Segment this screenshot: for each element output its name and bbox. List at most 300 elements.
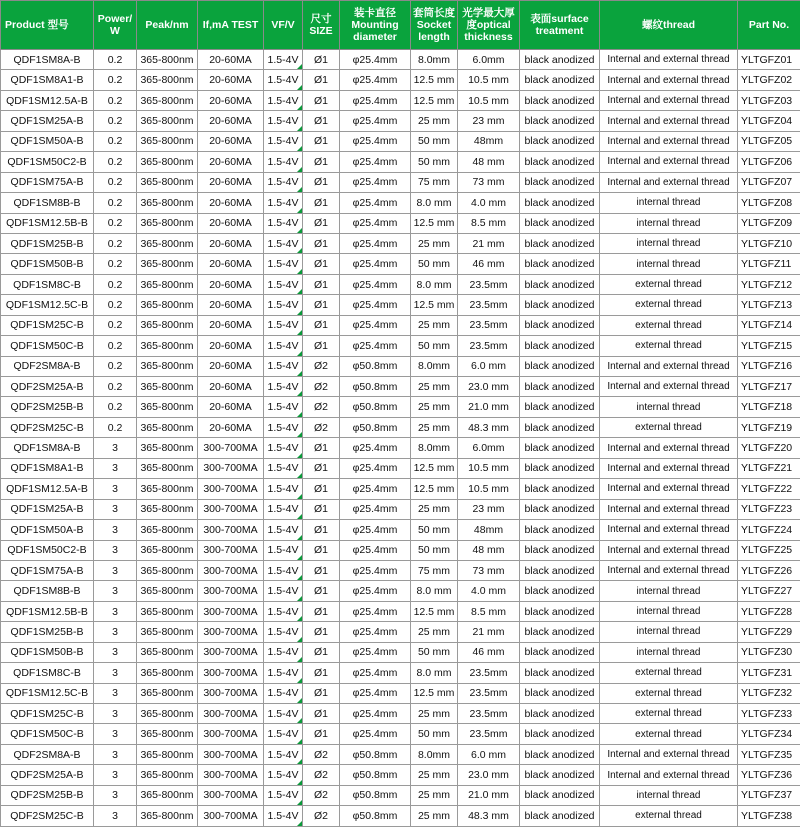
cell-if-test: 20-60MA (198, 90, 264, 110)
cell-part-no: YLTGFZ16 (738, 356, 800, 376)
cell-vf: 1.5-4V (264, 806, 303, 826)
cell-part-no: YLTGFZ26 (738, 560, 800, 580)
cell-part-no: YLTGFZ06 (738, 152, 800, 172)
cell-power: 0.2 (94, 336, 137, 356)
cell-if-test: 20-60MA (198, 131, 264, 151)
cell-surface-treatment: black anodized (520, 438, 600, 458)
cell-size: Ø1 (303, 111, 340, 131)
cell-thread: external thread (600, 295, 738, 315)
cell-peak: 365-800nm (137, 233, 198, 253)
cell-if-test: 20-60MA (198, 213, 264, 233)
cell-size: Ø1 (303, 683, 340, 703)
cell-socket-length: 12.5 mm (411, 70, 458, 90)
cell-optical-thickness: 10.5 mm (458, 70, 520, 90)
cell-if-test: 300-700MA (198, 458, 264, 478)
table-row (1, 274, 800, 294)
cell-thread: Internal and external thread (600, 70, 738, 90)
cell-power: 0.2 (94, 50, 137, 70)
cell-product: QDF1SM12.5A-B (1, 479, 94, 499)
cell-socket-length: 12.5 mm (411, 479, 458, 499)
cell-peak: 365-800nm (137, 397, 198, 417)
cell-size: Ø1 (303, 704, 340, 724)
cell-surface-treatment: black anodized (520, 233, 600, 253)
cell-part-no: YLTGFZ27 (738, 581, 800, 601)
cell-optical-thickness: 23.0 mm (458, 377, 520, 397)
cell-size: Ø2 (303, 765, 340, 785)
cell-if-test: 20-60MA (198, 152, 264, 172)
cell-mounting-diameter: φ25.4mm (340, 315, 411, 335)
cell-power: 0.2 (94, 111, 137, 131)
cell-vf: 1.5-4V (264, 254, 303, 274)
table-row (1, 458, 800, 478)
table-row (1, 683, 800, 703)
cell-part-no: YLTGFZ32 (738, 683, 800, 703)
cell-if-test: 20-60MA (198, 295, 264, 315)
table-row (1, 254, 800, 274)
cell-socket-length: 8.0 mm (411, 581, 458, 601)
cell-vf: 1.5-4V (264, 622, 303, 642)
cell-if-test: 300-700MA (198, 560, 264, 580)
cell-surface-treatment: black anodized (520, 254, 600, 274)
cell-optical-thickness: 23.5mm (458, 295, 520, 315)
cell-mounting-diameter: φ25.4mm (340, 438, 411, 458)
cell-surface-treatment: black anodized (520, 663, 600, 683)
cell-power: 3 (94, 438, 137, 458)
cell-if-test: 300-700MA (198, 499, 264, 519)
cell-size: Ø1 (303, 724, 340, 744)
cell-power: 0.2 (94, 90, 137, 110)
cell-surface-treatment: black anodized (520, 458, 600, 478)
cell-thread: internal thread (600, 581, 738, 601)
cell-optical-thickness: 10.5 mm (458, 90, 520, 110)
cell-vf: 1.5-4V (264, 663, 303, 683)
cell-size: Ø1 (303, 274, 340, 294)
cell-surface-treatment: black anodized (520, 806, 600, 826)
cell-product: QDF1SM12.5A-B (1, 90, 94, 110)
cell-surface-treatment: black anodized (520, 560, 600, 580)
cell-power: 3 (94, 765, 137, 785)
cell-part-no: YLTGFZ20 (738, 438, 800, 458)
cell-part-no: YLTGFZ10 (738, 233, 800, 253)
cell-thread: internal thread (600, 622, 738, 642)
cell-peak: 365-800nm (137, 356, 198, 376)
cell-part-no: YLTGFZ24 (738, 520, 800, 540)
table-row (1, 724, 800, 744)
cell-socket-length: 50 mm (411, 724, 458, 744)
cell-optical-thickness: 48mm (458, 131, 520, 151)
header-if-test: If,mA TEST (198, 1, 264, 50)
cell-mounting-diameter: φ25.4mm (340, 213, 411, 233)
cell-product: QDF1SM8C-B (1, 663, 94, 683)
header-product: Product 型号 (1, 1, 94, 50)
table-row (1, 622, 800, 642)
cell-surface-treatment: black anodized (520, 683, 600, 703)
cell-thread: external thread (600, 336, 738, 356)
cell-surface-treatment: black anodized (520, 642, 600, 662)
cell-power: 0.2 (94, 70, 137, 90)
cell-socket-length: 25 mm (411, 765, 458, 785)
cell-size: Ø1 (303, 438, 340, 458)
cell-product: QDF1SM8A1-B (1, 70, 94, 90)
cell-size: Ø1 (303, 152, 340, 172)
cell-mounting-diameter: φ50.8mm (340, 377, 411, 397)
cell-optical-thickness: 73 mm (458, 172, 520, 192)
cell-part-no: YLTGFZ13 (738, 295, 800, 315)
cell-surface-treatment: black anodized (520, 213, 600, 233)
cell-thread: external thread (600, 663, 738, 683)
cell-if-test: 20-60MA (198, 274, 264, 294)
cell-power: 0.2 (94, 152, 137, 172)
cell-surface-treatment: black anodized (520, 295, 600, 315)
cell-peak: 365-800nm (137, 274, 198, 294)
cell-vf: 1.5-4V (264, 642, 303, 662)
cell-socket-length: 50 mm (411, 520, 458, 540)
cell-peak: 365-800nm (137, 499, 198, 519)
cell-socket-length: 8.0 mm (411, 663, 458, 683)
cell-socket-length: 50 mm (411, 540, 458, 560)
cell-peak: 365-800nm (137, 601, 198, 621)
cell-vf: 1.5-4V (264, 499, 303, 519)
table-row (1, 744, 800, 764)
cell-vf: 1.5-4V (264, 479, 303, 499)
cell-power: 3 (94, 622, 137, 642)
cell-vf: 1.5-4V (264, 274, 303, 294)
cell-thread: Internal and external thread (600, 458, 738, 478)
cell-power: 3 (94, 499, 137, 519)
cell-optical-thickness: 73 mm (458, 560, 520, 580)
cell-product: QDF1SM25B-B (1, 233, 94, 253)
cell-peak: 365-800nm (137, 254, 198, 274)
cell-mounting-diameter: φ50.8mm (340, 806, 411, 826)
cell-socket-length: 25 mm (411, 704, 458, 724)
cell-peak: 365-800nm (137, 724, 198, 744)
cell-mounting-diameter: φ25.4mm (340, 172, 411, 192)
cell-peak: 365-800nm (137, 377, 198, 397)
cell-size: Ø2 (303, 785, 340, 805)
cell-if-test: 20-60MA (198, 172, 264, 192)
cell-peak: 365-800nm (137, 438, 198, 458)
cell-power: 3 (94, 785, 137, 805)
cell-vf: 1.5-4V (264, 50, 303, 70)
cell-power: 0.2 (94, 356, 137, 376)
cell-power: 3 (94, 581, 137, 601)
cell-size: Ø1 (303, 315, 340, 335)
cell-socket-length: 25 mm (411, 315, 458, 335)
cell-size: Ø2 (303, 377, 340, 397)
cell-if-test: 20-60MA (198, 233, 264, 253)
cell-product: QDF2SM25C-B (1, 806, 94, 826)
header-mounting-diameter: 装卡直径 Mounting diameter (340, 1, 411, 50)
cell-surface-treatment: black anodized (520, 172, 600, 192)
cell-thread: Internal and external thread (600, 50, 738, 70)
cell-product: QDF1SM75A-B (1, 172, 94, 192)
cell-mounting-diameter: φ25.4mm (340, 336, 411, 356)
cell-socket-length: 8.0mm (411, 438, 458, 458)
cell-part-no: YLTGFZ19 (738, 417, 800, 437)
cell-size: Ø1 (303, 131, 340, 151)
cell-power: 3 (94, 806, 137, 826)
cell-size: Ø2 (303, 397, 340, 417)
cell-product: QDF1SM8A-B (1, 50, 94, 70)
cell-mounting-diameter: φ50.8mm (340, 785, 411, 805)
cell-surface-treatment: black anodized (520, 622, 600, 642)
cell-size: Ø2 (303, 356, 340, 376)
cell-product: QDF2SM8A-B (1, 356, 94, 376)
cell-vf: 1.5-4V (264, 336, 303, 356)
cell-power: 0.2 (94, 397, 137, 417)
cell-vf: 1.5-4V (264, 295, 303, 315)
table-row (1, 520, 800, 540)
cell-peak: 365-800nm (137, 642, 198, 662)
cell-peak: 365-800nm (137, 152, 198, 172)
cell-vf: 1.5-4V (264, 356, 303, 376)
cell-power: 3 (94, 642, 137, 662)
cell-vf: 1.5-4V (264, 213, 303, 233)
cell-product: QDF2SM25A-B (1, 377, 94, 397)
table-row (1, 336, 800, 356)
cell-peak: 365-800nm (137, 663, 198, 683)
cell-optical-thickness: 21.0 mm (458, 785, 520, 805)
cell-socket-length: 12.5 mm (411, 90, 458, 110)
cell-size: Ø1 (303, 193, 340, 213)
cell-product: QDF1SM12.5B-B (1, 213, 94, 233)
table-row (1, 295, 800, 315)
cell-mounting-diameter: φ25.4mm (340, 704, 411, 724)
cell-power: 3 (94, 479, 137, 499)
cell-part-no: YLTGFZ30 (738, 642, 800, 662)
cell-if-test: 20-60MA (198, 50, 264, 70)
cell-vf: 1.5-4V (264, 172, 303, 192)
cell-mounting-diameter: φ25.4mm (340, 458, 411, 478)
cell-thread: Internal and external thread (600, 438, 738, 458)
cell-socket-length: 25 mm (411, 785, 458, 805)
cell-optical-thickness: 23.5mm (458, 683, 520, 703)
cell-product: QDF2SM25C-B (1, 417, 94, 437)
cell-socket-length: 50 mm (411, 152, 458, 172)
cell-thread: Internal and external thread (600, 111, 738, 131)
cell-size: Ø1 (303, 254, 340, 274)
header-vf: VF/V (264, 1, 303, 50)
table-body (1, 50, 800, 827)
header-socket-length: 套筒长度 Socket length (411, 1, 458, 50)
cell-if-test: 300-700MA (198, 479, 264, 499)
cell-thread: internal thread (600, 601, 738, 621)
cell-power: 0.2 (94, 377, 137, 397)
cell-peak: 365-800nm (137, 90, 198, 110)
cell-size: Ø1 (303, 499, 340, 519)
cell-thread: Internal and external thread (600, 90, 738, 110)
cell-power: 0.2 (94, 193, 137, 213)
cell-surface-treatment: black anodized (520, 315, 600, 335)
cell-power: 3 (94, 683, 137, 703)
cell-product: QDF1SM8A1-B (1, 458, 94, 478)
cell-optical-thickness: 4.0 mm (458, 193, 520, 213)
cell-mounting-diameter: φ25.4mm (340, 683, 411, 703)
table-row (1, 131, 800, 151)
cell-size: Ø1 (303, 581, 340, 601)
cell-peak: 365-800nm (137, 540, 198, 560)
cell-product: QDF1SM12.5C-B (1, 683, 94, 703)
cell-part-no: YLTGFZ33 (738, 704, 800, 724)
cell-size: Ø2 (303, 806, 340, 826)
cell-thread: Internal and external thread (600, 479, 738, 499)
cell-socket-length: 25 mm (411, 377, 458, 397)
cell-product: QDF1SM25A-B (1, 111, 94, 131)
cell-size: Ø1 (303, 520, 340, 540)
table-row (1, 499, 800, 519)
cell-surface-treatment: black anodized (520, 50, 600, 70)
cell-product: QDF1SM25B-B (1, 622, 94, 642)
table-row (1, 213, 800, 233)
cell-product: QDF1SM25C-B (1, 704, 94, 724)
cell-vf: 1.5-4V (264, 377, 303, 397)
cell-power: 3 (94, 663, 137, 683)
cell-surface-treatment: black anodized (520, 274, 600, 294)
cell-size: Ø1 (303, 295, 340, 315)
cell-size: Ø1 (303, 50, 340, 70)
cell-product: QDF1SM50C2-B (1, 152, 94, 172)
cell-optical-thickness: 23 mm (458, 111, 520, 131)
cell-socket-length: 12.5 mm (411, 683, 458, 703)
header-surface-treatment: 表面surface treatment (520, 1, 600, 50)
header-row (1, 1, 800, 50)
cell-socket-length: 25 mm (411, 111, 458, 131)
table-row (1, 417, 800, 437)
cell-surface-treatment: black anodized (520, 785, 600, 805)
table-row (1, 193, 800, 213)
cell-optical-thickness: 23.5mm (458, 315, 520, 335)
cell-part-no: YLTGFZ04 (738, 111, 800, 131)
header-part-no: Part No. (738, 1, 800, 50)
cell-thread: external thread (600, 806, 738, 826)
cell-thread: Internal and external thread (600, 744, 738, 764)
cell-part-no: YLTGFZ23 (738, 499, 800, 519)
cell-power: 3 (94, 744, 137, 764)
cell-surface-treatment: black anodized (520, 601, 600, 621)
cell-optical-thickness: 6.0 mm (458, 356, 520, 376)
cell-thread: Internal and external thread (600, 131, 738, 151)
cell-optical-thickness: 8.5 mm (458, 213, 520, 233)
cell-vf: 1.5-4V (264, 233, 303, 253)
cell-product: QDF1SM50C2-B (1, 540, 94, 560)
cell-part-no: YLTGFZ22 (738, 479, 800, 499)
cell-size: Ø1 (303, 540, 340, 560)
table-row (1, 663, 800, 683)
cell-part-no: YLTGFZ17 (738, 377, 800, 397)
cell-optical-thickness: 48mm (458, 520, 520, 540)
table-row (1, 356, 800, 376)
cell-socket-length: 25 mm (411, 233, 458, 253)
cell-socket-length: 8.0mm (411, 50, 458, 70)
cell-part-no: YLTGFZ12 (738, 274, 800, 294)
cell-optical-thickness: 4.0 mm (458, 581, 520, 601)
cell-mounting-diameter: φ25.4mm (340, 90, 411, 110)
cell-socket-length: 50 mm (411, 642, 458, 662)
cell-mounting-diameter: φ25.4mm (340, 520, 411, 540)
cell-if-test: 20-60MA (198, 356, 264, 376)
cell-vf: 1.5-4V (264, 540, 303, 560)
cell-optical-thickness: 10.5 mm (458, 479, 520, 499)
cell-surface-treatment: black anodized (520, 744, 600, 764)
cell-socket-length: 75 mm (411, 172, 458, 192)
cell-part-no: YLTGFZ38 (738, 806, 800, 826)
cell-optical-thickness: 21.0 mm (458, 397, 520, 417)
cell-optical-thickness: 23.5mm (458, 274, 520, 294)
cell-part-no: YLTGFZ28 (738, 601, 800, 621)
cell-peak: 365-800nm (137, 458, 198, 478)
cell-part-no: YLTGFZ34 (738, 724, 800, 744)
table-row (1, 785, 800, 805)
cell-peak: 365-800nm (137, 581, 198, 601)
cell-peak: 365-800nm (137, 683, 198, 703)
table-row (1, 806, 800, 826)
cell-power: 0.2 (94, 213, 137, 233)
cell-mounting-diameter: φ25.4mm (340, 581, 411, 601)
cell-size: Ø1 (303, 622, 340, 642)
cell-power: 0.2 (94, 172, 137, 192)
cell-vf: 1.5-4V (264, 397, 303, 417)
cell-thread: external thread (600, 417, 738, 437)
cell-thread: internal thread (600, 254, 738, 274)
table-row (1, 233, 800, 253)
cell-if-test: 20-60MA (198, 377, 264, 397)
cell-if-test: 20-60MA (198, 254, 264, 274)
cell-socket-length: 50 mm (411, 336, 458, 356)
cell-peak: 365-800nm (137, 172, 198, 192)
cell-vf: 1.5-4V (264, 152, 303, 172)
cell-if-test: 20-60MA (198, 193, 264, 213)
cell-optical-thickness: 23.5mm (458, 704, 520, 724)
cell-product: QDF1SM50A-B (1, 131, 94, 151)
cell-vf: 1.5-4V (264, 785, 303, 805)
cell-optical-thickness: 23.5mm (458, 724, 520, 744)
cell-thread: internal thread (600, 213, 738, 233)
cell-part-no: YLTGFZ36 (738, 765, 800, 785)
cell-part-no: YLTGFZ09 (738, 213, 800, 233)
cell-mounting-diameter: φ25.4mm (340, 131, 411, 151)
cell-socket-length: 25 mm (411, 499, 458, 519)
table-row (1, 560, 800, 580)
table-row (1, 601, 800, 621)
cell-size: Ø1 (303, 213, 340, 233)
cell-vf: 1.5-4V (264, 744, 303, 764)
cell-size: Ø1 (303, 663, 340, 683)
cell-if-test: 300-700MA (198, 704, 264, 724)
cell-socket-length: 8.0mm (411, 744, 458, 764)
cell-surface-treatment: black anodized (520, 540, 600, 560)
cell-mounting-diameter: φ25.4mm (340, 274, 411, 294)
cell-peak: 365-800nm (137, 785, 198, 805)
cell-power: 0.2 (94, 254, 137, 274)
cell-socket-length: 75 mm (411, 560, 458, 580)
cell-surface-treatment: black anodized (520, 356, 600, 376)
cell-socket-length: 12.5 mm (411, 295, 458, 315)
cell-mounting-diameter: φ25.4mm (340, 233, 411, 253)
cell-size: Ø2 (303, 744, 340, 764)
cell-optical-thickness: 6.0mm (458, 50, 520, 70)
cell-part-no: YLTGFZ18 (738, 397, 800, 417)
cell-part-no: YLTGFZ15 (738, 336, 800, 356)
table-row (1, 438, 800, 458)
cell-surface-treatment: black anodized (520, 111, 600, 131)
table-row (1, 315, 800, 335)
cell-thread: Internal and external thread (600, 356, 738, 376)
cell-optical-thickness: 21 mm (458, 233, 520, 253)
cell-mounting-diameter: φ25.4mm (340, 295, 411, 315)
cell-size: Ø1 (303, 70, 340, 90)
cell-mounting-diameter: φ50.8mm (340, 356, 411, 376)
table-row (1, 50, 800, 70)
